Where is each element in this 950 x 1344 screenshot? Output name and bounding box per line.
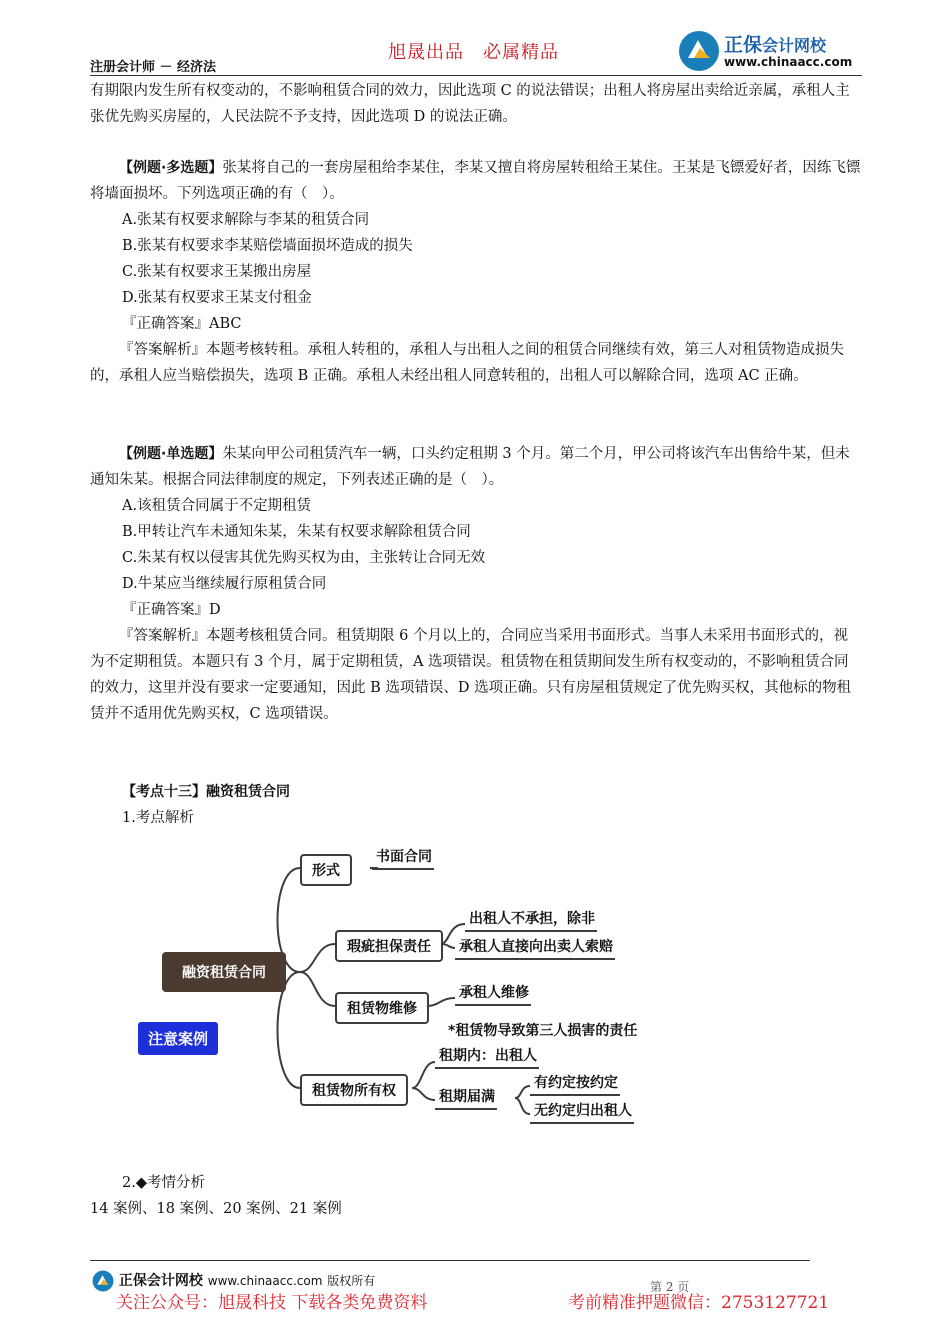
mindmap-leaf-lessee-maintains: 承租人维修 bbox=[455, 982, 531, 1006]
mindmap-branch-form: 形式 bbox=[300, 854, 352, 886]
mindmap-branch-ownership: 租赁物所有权 bbox=[300, 1074, 408, 1106]
mindmap-leaf-lessee-claim: 承租人直接向出卖人索赔 bbox=[455, 936, 615, 960]
q1-analysis: 『答案解析』本题考核转租。承租人转租的，承租人与出租人之间的租赁合同继续有效，第三人对租赁物造成损失的，承租人应当赔偿损失，选项 B 正确。承租人未经出租人同意转租的，出租人可以解除合同，选项 AC 正确。 bbox=[90, 342, 844, 384]
q2-option-c: C.朱某有权以侵害其优先购买权为由，主张转让合同无效 bbox=[122, 550, 486, 566]
course-title: 注册会计师 － 经济法 bbox=[90, 60, 217, 75]
q1-stem: 【例题·多选题】张某将自己的一套房屋租给李某住，李某又擅自将房屋转租给王某住。王某是飞镖爱好者，因练飞镖将墙面损坏。下列选项正确的有（ ）。 bbox=[90, 160, 861, 202]
q1-option-b: B.张某有权要求李某赔偿墙面损坏造成的损失 bbox=[122, 238, 413, 254]
header-divider bbox=[90, 75, 862, 76]
brand-logo bbox=[678, 30, 868, 74]
footer-divider bbox=[90, 1260, 810, 1261]
mindmap-leaf-written: 书面合同 bbox=[372, 846, 434, 870]
top-paragraph: 有期限内发生所有权变动的，不影响租赁合同的效力，因此选项 C 的说法错误；出租人将房屋出卖给近亲属，承租人主张优先购买房屋的，人民法院不予支持，因此选项 D 的说法正确。 bbox=[90, 83, 850, 125]
section-sub2: 2.◆考情分析 bbox=[122, 1175, 205, 1191]
mindmap-note-third-party: *租赁物导致第三人损害的责任 bbox=[448, 1023, 638, 1039]
mindmap-sub-term-end: 租期届满 bbox=[435, 1086, 497, 1110]
q2-stem: 【例题·单选题】朱某向甲公司租赁汽车一辆，口头约定租期 3 个月。第二个月，甲公司将该汽车出售给牛某，但未通知朱某。根据合同法律制度的规定，下列表述正确的是（ ）。 bbox=[90, 446, 850, 488]
note-case-button[interactable]: 注意案例 bbox=[138, 1022, 218, 1055]
q2-answer: 『正确答案』D bbox=[122, 602, 221, 618]
section-sub1: 1.考点解析 bbox=[122, 810, 194, 826]
mindmap-leaf-lessor-not-liable: 出租人不承担，除非 bbox=[465, 908, 597, 932]
q2-analysis: 『答案解析』本题考核租赁合同。租赁期限 6 个月以上的，合同应当采用书面形式。当事人未采用书面形式的，视为不定期租赁。本题只有 3 个月，属于定期租赁，A 选项错误。租赁物在租赁期间发生所有权变动的，不影响租赁合同的效力，这里并没有要求一定要通知，因此 B 选项错误、D 选项正确。只有房屋租赁规定了优先购买权，其他标的物租赁并不适用优先购买权，C 选项错误。 bbox=[90, 628, 852, 722]
q1-option-a: A.张某有权要求解除与李某的租赁合同 bbox=[122, 212, 370, 228]
mind-map bbox=[130, 840, 670, 1130]
q1-option-c: C.张某有权要求王某搬出房屋 bbox=[122, 264, 312, 280]
section-title: 【考点十三】融资租赁合同 bbox=[122, 784, 290, 800]
mindmap-branch-warranty: 瑕疵担保责任 bbox=[335, 930, 443, 962]
q1-answer: 『正确答案』ABC bbox=[122, 316, 242, 332]
logo-main-text: 正保会计网校 bbox=[724, 34, 827, 56]
logo-emblem-icon bbox=[678, 30, 720, 72]
promo-left: 关注公众号：旭晟科技 下载各类免费资料 bbox=[116, 1293, 428, 1313]
case-list: 14 案例、18 案例、20 案例、21 案例 bbox=[90, 1201, 342, 1217]
q2-option-a: A.该租赁合同属于不定期租赁 bbox=[122, 498, 312, 514]
mindmap-root: 融资租赁合同 bbox=[162, 952, 286, 992]
q2-option-d: D.牛某应当继续履行原租赁合同 bbox=[122, 576, 327, 592]
logo-url: www.chinaacc.com bbox=[724, 55, 853, 69]
mindmap-leaf-no-agreement: 无约定归出租人 bbox=[530, 1100, 634, 1124]
q1-option-d: D.张某有权要求王某支付租金 bbox=[122, 290, 312, 306]
page-number: 第 2 页 bbox=[650, 1280, 690, 1294]
footer-brand: 正保会计网校 www.chinaacc.com 版权所有 bbox=[92, 1270, 375, 1292]
promo-right: 考前精准押题微信：2753127721 bbox=[568, 1293, 830, 1313]
header-slogan: 旭晟出品 必属精品 bbox=[388, 42, 559, 63]
footer-logo-icon bbox=[92, 1270, 114, 1292]
mindmap-leaf-during-term: 租期内：出租人 bbox=[435, 1045, 539, 1069]
mindmap-leaf-by-agreement: 有约定按约定 bbox=[530, 1072, 620, 1096]
mindmap-branch-maintenance: 租赁物维修 bbox=[335, 992, 429, 1024]
q2-option-b: B.甲转让汽车未通知朱某，朱某有权要求解除租赁合同 bbox=[122, 524, 471, 540]
